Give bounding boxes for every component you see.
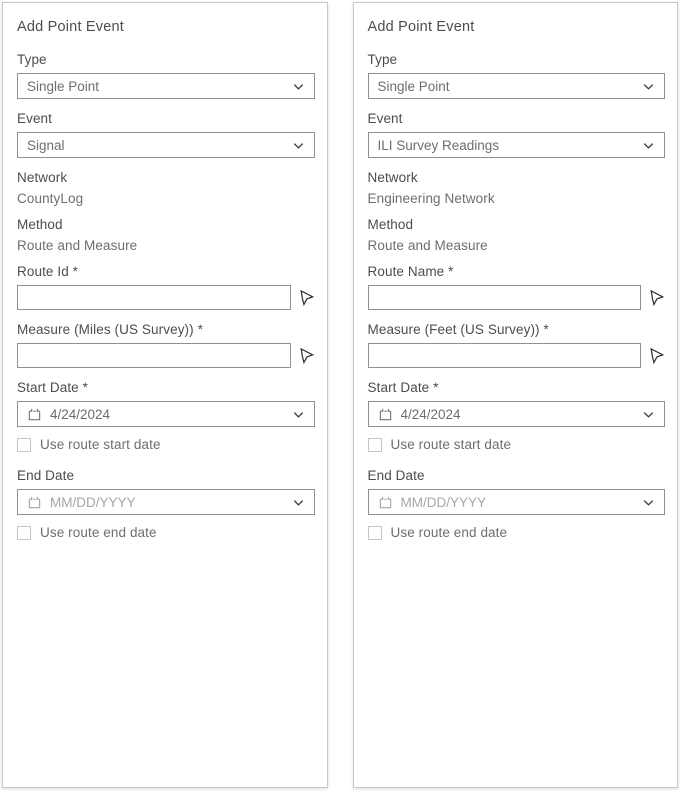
use-route-end-date-checkbox-row[interactable] bbox=[368, 525, 666, 540]
route-input[interactable] bbox=[17, 285, 291, 310]
add-point-event-panel-right bbox=[353, 2, 679, 788]
network-label: Network bbox=[367, 170, 418, 185]
start-date-field bbox=[368, 380, 666, 427]
type-select-value: Single Point bbox=[377, 78, 450, 94]
route-field bbox=[17, 264, 315, 310]
use-route-start-date-checkbox-row[interactable] bbox=[368, 437, 666, 452]
use-route-end-date-checkbox-row[interactable] bbox=[17, 525, 315, 540]
use-route-end-date-label: Use route end date bbox=[390, 525, 508, 540]
calendar-icon bbox=[378, 407, 393, 422]
map-pointer-icon[interactable] bbox=[648, 347, 665, 364]
chevron-down-icon bbox=[291, 79, 306, 94]
chevron-down-icon bbox=[641, 407, 656, 422]
use-route-start-date-label: Use route start date bbox=[390, 437, 512, 452]
type-field bbox=[17, 52, 315, 99]
panel-title: Add Point Event bbox=[17, 19, 124, 35]
method-readonly bbox=[368, 217, 666, 253]
checkbox-unchecked-icon[interactable] bbox=[17, 438, 31, 452]
network-value: Engineering Network bbox=[367, 191, 495, 206]
network-readonly bbox=[368, 170, 666, 206]
measure-input[interactable] bbox=[17, 343, 291, 368]
chevron-down-icon bbox=[291, 407, 306, 422]
start-date-field bbox=[17, 380, 315, 427]
end-date-field bbox=[368, 468, 666, 515]
panel-title: Add Point Event bbox=[367, 19, 475, 35]
event-field bbox=[17, 111, 315, 158]
type-select[interactable] bbox=[17, 73, 315, 99]
start-date-value: 4/24/2024 bbox=[50, 406, 111, 422]
measure-label: Measure (Miles (US Survey)) * bbox=[17, 322, 203, 337]
end-date-select[interactable] bbox=[368, 489, 666, 515]
add-point-event-panel-left bbox=[2, 2, 328, 788]
type-label: Type bbox=[17, 52, 47, 67]
end-date-label: End Date bbox=[17, 468, 75, 483]
start-date-label: Start Date * bbox=[367, 380, 439, 395]
method-value: Route and Measure bbox=[367, 238, 488, 253]
end-date-placeholder: MM/DD/YYYY bbox=[400, 494, 487, 510]
start-date-select[interactable] bbox=[368, 401, 666, 427]
map-pointer-icon[interactable] bbox=[298, 289, 315, 306]
event-select-value: Signal bbox=[27, 137, 65, 153]
use-route-start-date-checkbox-row[interactable] bbox=[17, 437, 315, 452]
checkbox-unchecked-icon[interactable] bbox=[17, 526, 31, 540]
use-route-start-date-label: Use route start date bbox=[40, 437, 161, 452]
end-date-placeholder: MM/DD/YYYY bbox=[50, 494, 136, 510]
measure-field bbox=[368, 322, 666, 368]
event-select[interactable] bbox=[17, 132, 315, 158]
end-date-label: End Date bbox=[367, 468, 425, 483]
chevron-down-icon bbox=[641, 79, 656, 94]
calendar-icon bbox=[27, 407, 42, 422]
network-label: Network bbox=[17, 170, 68, 185]
calendar-icon bbox=[378, 495, 393, 510]
end-date-field bbox=[17, 468, 315, 515]
route-label: Route Name * bbox=[367, 264, 454, 279]
method-value: Route and Measure bbox=[17, 238, 138, 253]
event-label: Event bbox=[367, 111, 403, 126]
chevron-down-icon bbox=[641, 495, 656, 510]
end-date-select[interactable] bbox=[17, 489, 315, 515]
type-select-value: Single Point bbox=[27, 78, 100, 94]
method-label: Method bbox=[367, 217, 414, 232]
calendar-icon bbox=[27, 495, 42, 510]
checkbox-unchecked-icon[interactable] bbox=[368, 438, 382, 452]
event-label: Event bbox=[17, 111, 53, 126]
use-route-end-date-label: Use route end date bbox=[40, 525, 157, 540]
chevron-down-icon bbox=[641, 138, 656, 153]
measure-field bbox=[17, 322, 315, 368]
type-field bbox=[368, 52, 666, 99]
event-select-value: ILI Survey Readings bbox=[377, 137, 500, 153]
method-label: Method bbox=[17, 217, 63, 232]
event-select[interactable] bbox=[368, 132, 666, 158]
measure-label: Measure (Feet (US Survey)) * bbox=[367, 322, 549, 337]
network-value: CountyLog bbox=[17, 191, 84, 206]
event-field bbox=[368, 111, 666, 158]
network-readonly bbox=[17, 170, 315, 206]
route-input[interactable] bbox=[368, 285, 642, 310]
start-date-value: 4/24/2024 bbox=[400, 406, 461, 422]
type-select[interactable] bbox=[368, 73, 666, 99]
checkbox-unchecked-icon[interactable] bbox=[368, 526, 382, 540]
type-label: Type bbox=[367, 52, 398, 67]
map-pointer-icon[interactable] bbox=[298, 347, 315, 364]
route-field bbox=[368, 264, 666, 310]
map-pointer-icon[interactable] bbox=[648, 289, 665, 306]
method-readonly bbox=[17, 217, 315, 253]
chevron-down-icon bbox=[291, 138, 306, 153]
chevron-down-icon bbox=[291, 495, 306, 510]
start-date-select[interactable] bbox=[17, 401, 315, 427]
start-date-label: Start Date * bbox=[17, 380, 88, 395]
measure-input[interactable] bbox=[368, 343, 642, 368]
route-label: Route Id * bbox=[17, 264, 79, 279]
